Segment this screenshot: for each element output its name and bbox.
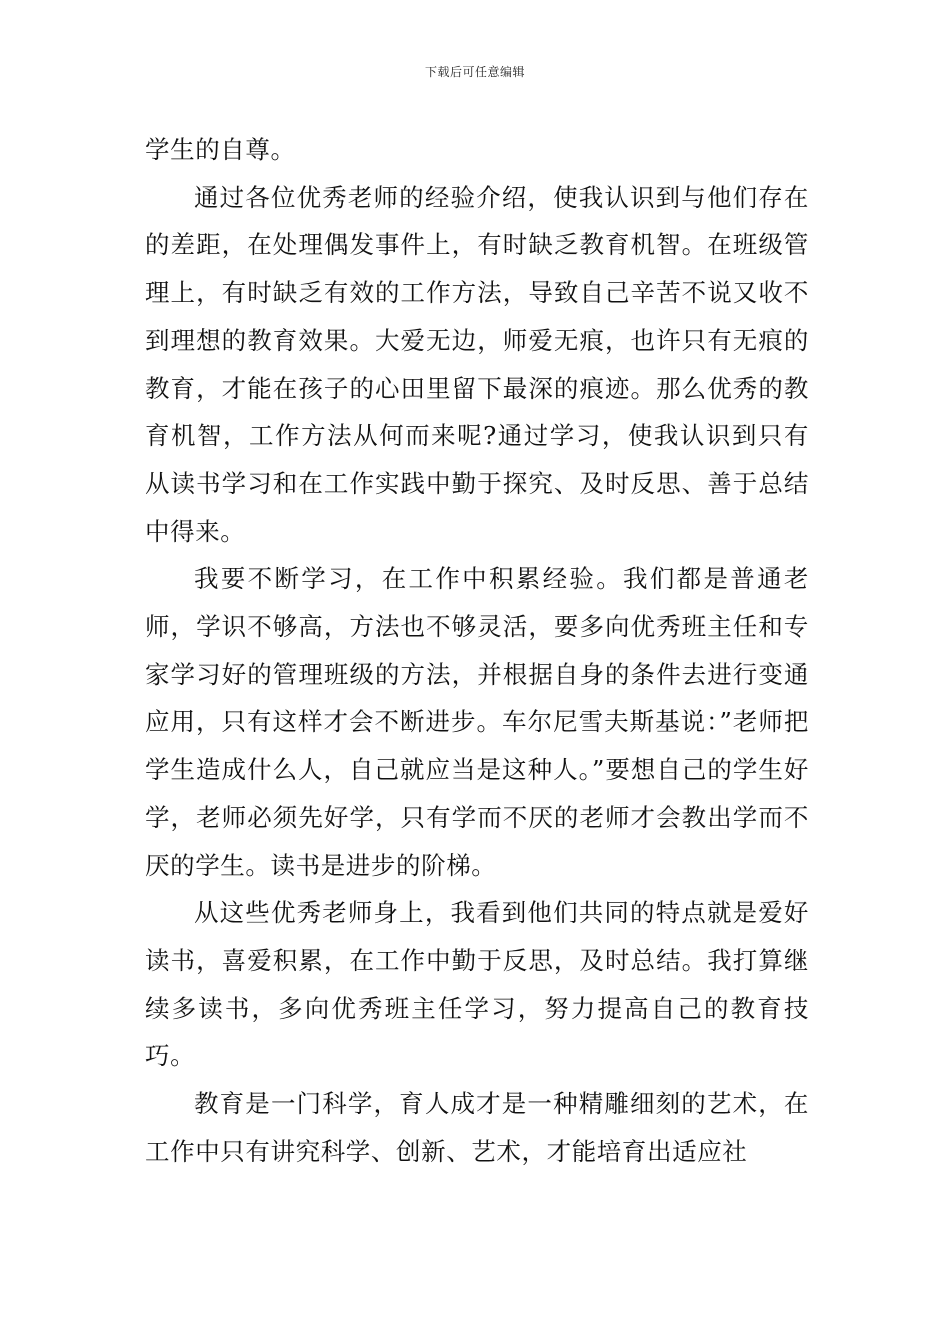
paragraph-1: 学生的自尊。 [145,135,296,164]
paragraph-3: 我要不断学习，在工作中积累经验。我们都是普通老师，学识不够高，方法也不够灵活，要多向优秀班主任和专家学习好的管理班级的方法，并根据自身的条件去进行变通应用，只有这样才会不断进步。车尔尼雪夫斯基说：”老师把学生造成什么人，自己就应当是这种人。”要想自己的学生好学，老师必须先好学，只有学而不厌的老师才会教出学而不厌的学生。读书是进步的阶梯。 [145,564,809,880]
page-header: 下载后可任意编辑 [424,65,525,79]
paragraph-5: 教育是一门科学，育人成才是一种精雕细刻的艺术，在工作中只有讲究科学、创新、艺术，才能培育出适应社 [145,1089,809,1166]
document-body [145,126,809,1175]
paragraph-4: 从这些优秀老师身上，我看到他们共同的特点就是爱好读书，喜爱积累，在工作中勤于反思，及时总结。我打算继续多读书，多向优秀班主任学习，努力提高自己的教育技巧。 [145,898,809,1071]
paragraph-2: 通过各位优秀老师的经验介绍，使我认识到与他们存在的差距，在处理偶发事件上，有时缺乏教育机智。在班级管理上，有时缺乏有效的工作方法，导致自己辛苦不说又收不到理想的教育效果。大爱无边，师爱无痕，也许只有无痕的教育，才能在孩子的心田里留下最深的痕迹。那么优秀的教育机智，工作方法从何而来呢?通过学习，使我认识到只有从读书学习和在工作实践中勤于探究、及时反思、善于总结中得来。 [145,182,809,546]
